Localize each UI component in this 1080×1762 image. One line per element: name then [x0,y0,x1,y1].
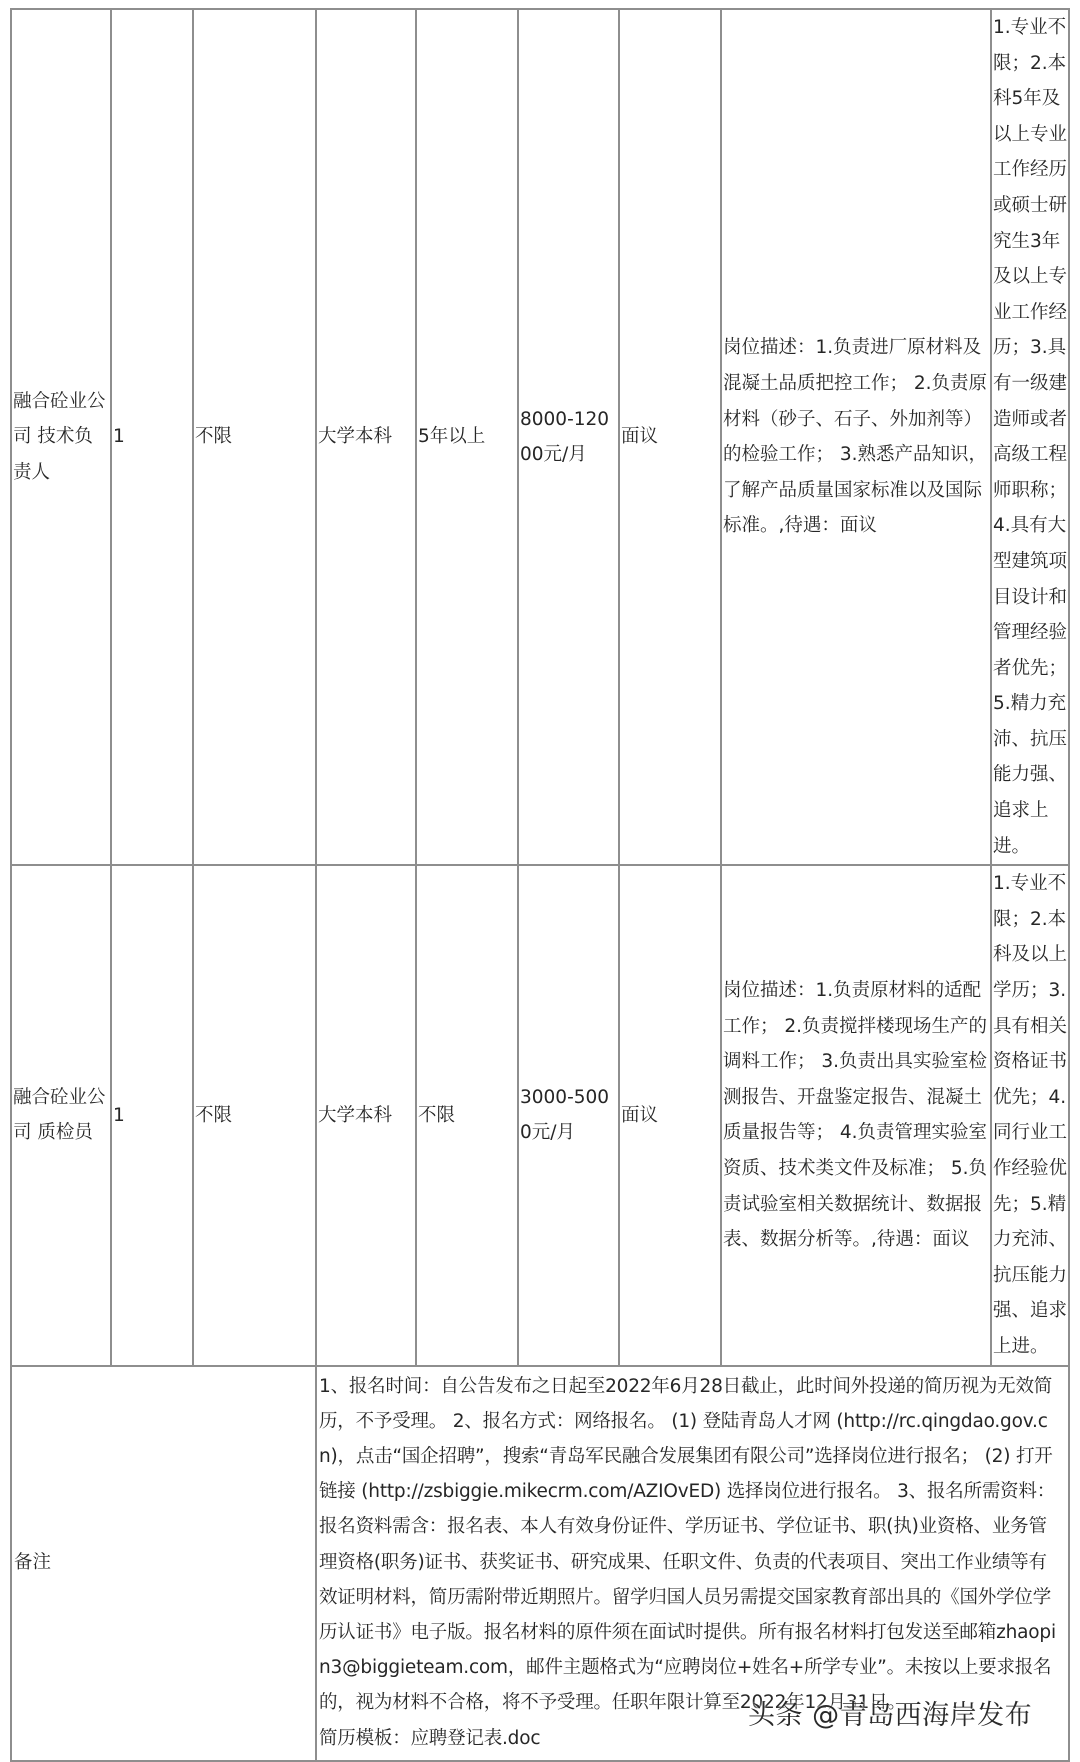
experience-cell: 5年以上 [416,9,518,865]
benefits-cell: 面议 [619,9,721,865]
recruitment-table [10,8,1070,1762]
note-label: 备注 [11,1366,316,1761]
benefits-cell: 面议 [619,865,721,1365]
table-row [11,865,1069,1365]
count-cell: 1 [111,865,193,1365]
table-row [11,9,1069,865]
requirements-cell: 1.专业不限；2.本科5年及以上专业工作经历或硕士研究生3年及以上专业工作经历；3.具有一级建造师或者高级工程师职称；4.具有大型建筑项目设计和管理经验者优先；5.精力充沛、抗压能力强、追求上进。 [991,9,1069,865]
education-cell: 大学本科 [316,9,416,865]
major-cell: 不限 [193,865,316,1365]
position-cell: 融合砼业公司 质检员 [11,865,111,1365]
resume-template-link[interactable]: 简历模板：应聘登记表.doc [319,1727,541,1749]
salary-cell: 8000-12000元/月 [518,9,619,865]
note-text: 1、报名时间：自公告发布之日起至2022年6月28日截止，此时间外投递的简历视为无效简历，不予受理。 2、报名方式：网络报名。 (1) 登陆青岛人才网 (http://rc.qingdao.gov.cn)，点击“国企招聘”，搜索“青岛军民融合发展集团有限公司”选择岗位进行报名； (2) 打开链接 (http://zsbiggie.mikecrm.com/AZIOvED) 选择岗位进行报名。 3、报名所需资料： 报名资料需含：报名表、本人有效身份证件、学历证书、学位证书、职(执)业资格、业务管理资格(职务)证书、获奖证书、研究成果、任职文件、负责的代表项目、突出工作业绩等有效证明材料，简历需附带近期照片。留学归国人员另需提交国家教育部出具的《国外学位学历认证书》电子版。报名材料的原件须在面试时提供。所有报名材料打包发送至邮箱zhaopin3@biggieteam.com，邮件主题格式为“应聘岗位+姓名+所学专业”。未按以上要求报名的，视为材料不合格，将不予受理。任职年限计算至2022年12月31日。 [319,1375,1056,1714]
description-cell: 岗位描述：1.负责原材料的适配工作； 2.负责搅拌楼现场生产的调料工作； 3.负责出具实验室检测报告、开盘鉴定报告、混凝土质量报告等； 4.负责管理实验室资质、技术类文件及标准； 5.负责试验室相关数据统计、数据报表、数据分析等。,待遇：面议 [721,865,991,1365]
position-cell: 融合砼业公司 技术负责人 [11,9,111,865]
requirements-cell: 1.专业不限；2.本科及以上学历；3.具有相关资格证书优先；4.同行业工作经验优先；5.精力充沛、抗压能力强、追求上进。 [991,865,1069,1365]
salary-cell: 3000-5000元/月 [518,865,619,1365]
experience-cell: 不限 [416,865,518,1365]
major-cell: 不限 [193,9,316,865]
watermark: 头条 @青岛西海岸发布 [748,1700,1033,1731]
count-cell: 1 [111,9,193,865]
education-cell: 大学本科 [316,865,416,1365]
description-cell: 岗位描述：1.负责进厂原材料及混凝土品质把控工作； 2.负责原材料（砂子、石子、外加剂等）的检验工作； 3.熟悉产品知识，了解产品质量国家标准以及国际标准。,待遇：面议 [721,9,991,865]
